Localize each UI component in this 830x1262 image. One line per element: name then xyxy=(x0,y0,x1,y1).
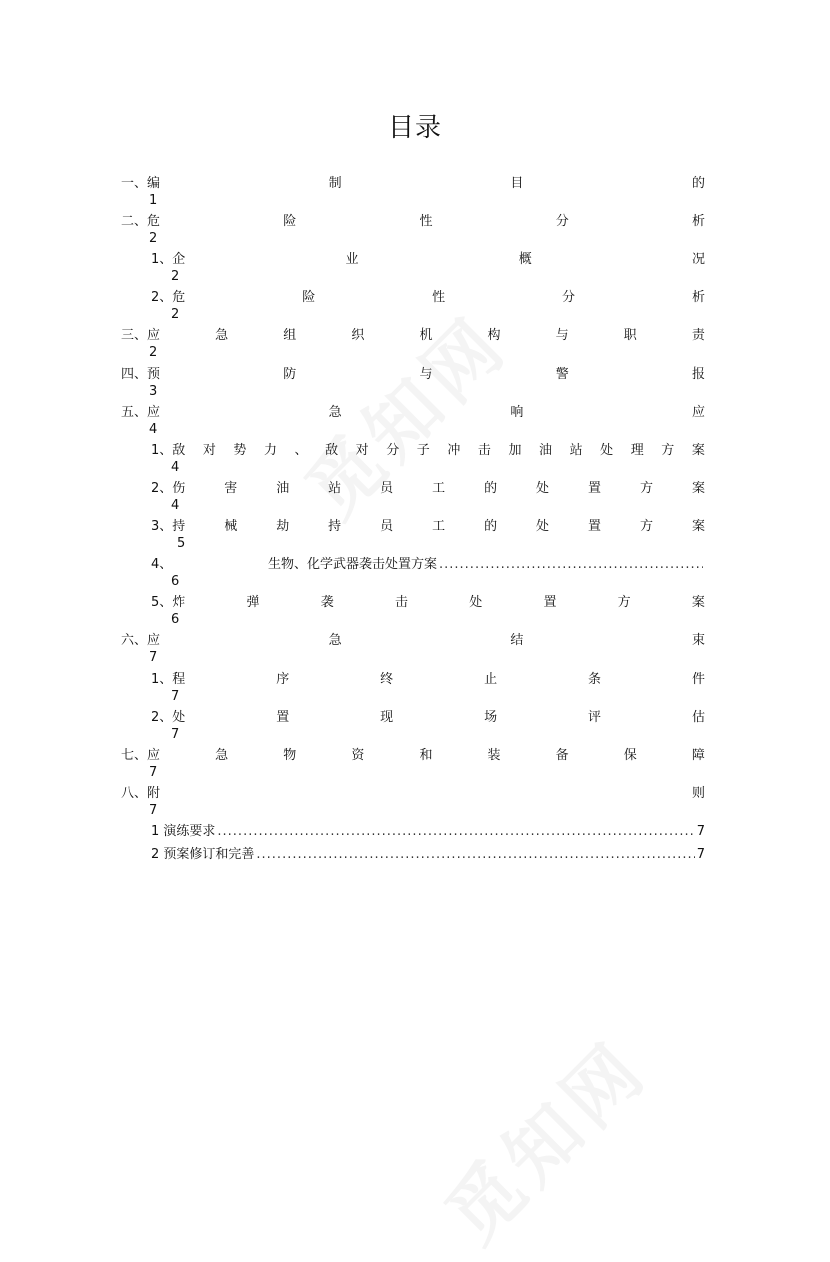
toc-entry-6-1[interactable] xyxy=(151,670,705,705)
toc-char: 机 xyxy=(419,328,433,343)
toc-char: 对 xyxy=(202,443,216,458)
toc-entry-2-2[interactable] xyxy=(151,288,705,323)
toc-char: 性 xyxy=(432,290,446,305)
toc-char: 职 xyxy=(623,328,637,343)
toc-char: 方 xyxy=(661,443,675,458)
toc-char: 与 xyxy=(555,328,569,343)
toc-char: 子 xyxy=(416,443,430,458)
toc-char: 急 xyxy=(328,633,342,648)
toc-char: 终 xyxy=(380,672,394,687)
toc-char: 响 xyxy=(510,405,524,420)
toc-char: 与 xyxy=(419,367,433,382)
toc-page-number: 4 xyxy=(149,422,158,437)
toc-char: 序 xyxy=(276,672,290,687)
toc-char: 对 xyxy=(355,443,369,458)
toc-entry-6-2[interactable] xyxy=(151,708,705,743)
toc-page-number: 3 xyxy=(149,384,158,399)
toc-char: 处 xyxy=(536,519,550,534)
toc-page-number: 7 xyxy=(149,803,158,818)
toc-char: 评 xyxy=(588,710,602,725)
toc-entry-4[interactable] xyxy=(121,365,705,400)
dot-leader xyxy=(217,822,694,841)
toc-char: 油 xyxy=(539,443,553,458)
toc-char: 2、处 xyxy=(151,710,186,725)
toc-entry-text: 2 预案修订和完善 xyxy=(151,847,255,862)
toc-entry-6[interactable] xyxy=(121,631,705,666)
toc-char: 工 xyxy=(432,481,446,496)
toc-char: 四、预 xyxy=(121,367,161,382)
toc-char: 急 xyxy=(215,748,229,763)
toc-char: 1、企 xyxy=(151,252,186,267)
toc-char: 站 xyxy=(328,481,342,496)
toc-char: 站 xyxy=(569,443,583,458)
toc-char: 结 xyxy=(510,633,524,648)
toc-char: 责 xyxy=(691,328,705,343)
toc-char: 击 xyxy=(394,595,408,610)
toc-entry-5[interactable] xyxy=(121,403,705,438)
toc-char: 警 xyxy=(555,367,569,382)
toc-char: 势 xyxy=(233,443,247,458)
toc-char: 案 xyxy=(691,595,705,610)
dot-leader xyxy=(256,845,694,864)
toc-char: 险 xyxy=(302,290,316,305)
toc-char: 资 xyxy=(351,748,365,763)
toc-char: 制 xyxy=(328,176,342,191)
toc-char: 工 xyxy=(432,519,446,534)
toc-entry-5-1[interactable] xyxy=(151,441,705,476)
toc-char: 八、附 xyxy=(121,786,161,801)
toc-char: 构 xyxy=(487,328,501,343)
toc-char: 置 xyxy=(543,595,557,610)
toc-char: 1、敌 xyxy=(151,443,186,458)
toc-char: 六、应 xyxy=(121,633,161,648)
toc-char: 条 xyxy=(588,672,602,687)
dot-leader xyxy=(439,555,703,574)
toc-char: 报 xyxy=(691,367,705,382)
toc-char: 害 xyxy=(224,481,238,496)
toc-char: 分 xyxy=(386,443,400,458)
toc-page-number: 7 xyxy=(149,650,158,665)
toc-page-number: 7 xyxy=(696,824,705,839)
toc-page-number: 1 xyxy=(149,193,158,208)
toc-char: 防 xyxy=(283,367,297,382)
toc-char: 险 xyxy=(283,214,297,229)
toc-char: 理 xyxy=(630,443,644,458)
toc-char: 处 xyxy=(536,481,550,496)
toc-char: 置 xyxy=(588,519,602,534)
toc-char: 目 xyxy=(510,176,524,191)
toc-char: 概 xyxy=(518,252,532,267)
toc-char: 物 xyxy=(283,748,297,763)
toc-page-number: 4 xyxy=(171,498,180,513)
toc-char: 力 xyxy=(263,443,277,458)
toc-char: 急 xyxy=(215,328,229,343)
toc-entry-8-1[interactable] xyxy=(151,822,705,841)
toc-page-number: 7 xyxy=(696,847,705,862)
toc-char: 析 xyxy=(691,214,705,229)
toc-char: 况 xyxy=(691,252,705,267)
toc-char: 3、持 xyxy=(151,519,186,534)
toc-char: 置 xyxy=(276,710,290,725)
toc-char: 析 xyxy=(691,290,705,305)
toc-char: 装 xyxy=(487,748,501,763)
toc-char: 劫 xyxy=(276,519,290,534)
toc-page-number: 7 xyxy=(171,727,180,742)
toc-char: 织 xyxy=(351,328,365,343)
toc-char: 的 xyxy=(484,481,498,496)
toc-char: 备 xyxy=(555,748,569,763)
toc-entry-text: 生物、化学武器袭击处置方案 xyxy=(268,557,438,572)
toc-char: 5、炸 xyxy=(151,595,186,610)
toc-entry-5-3[interactable] xyxy=(151,517,705,552)
toc-char: 员 xyxy=(380,481,394,496)
toc-char: 件 xyxy=(691,672,705,687)
toc-char: 和 xyxy=(419,748,433,763)
toc-page-number: 5 xyxy=(177,536,186,551)
toc-char: 的 xyxy=(484,519,498,534)
toc-char: 七、应 xyxy=(121,748,161,763)
toc-char: 处 xyxy=(469,595,483,610)
toc-char: 弹 xyxy=(246,595,260,610)
toc-char: 袭 xyxy=(320,595,334,610)
toc-entry-number: 4、 xyxy=(151,557,173,572)
toc-char: 分 xyxy=(562,290,576,305)
toc-char: 三、应 xyxy=(121,328,161,343)
toc-char: 加 xyxy=(508,443,522,458)
toc-page-number: 2 xyxy=(149,231,158,246)
toc-page-number: 6 xyxy=(171,574,180,589)
page-title: 目录 xyxy=(387,113,442,143)
toc-char: 械 xyxy=(224,519,238,534)
toc-entry-2[interactable] xyxy=(121,212,705,247)
toc-char: 1、程 xyxy=(151,672,186,687)
toc-char: 业 xyxy=(345,252,359,267)
toc-page-number: 2 xyxy=(171,307,180,322)
toc-char: 应 xyxy=(691,405,705,420)
toc-char: 、 xyxy=(294,443,308,458)
toc-char: 二、危 xyxy=(121,214,161,229)
toc-char: 的 xyxy=(691,176,705,191)
toc-char: 处 xyxy=(600,443,614,458)
toc-page-number: 7 xyxy=(149,765,158,780)
toc-char: 估 xyxy=(691,710,705,725)
toc-char: 2、危 xyxy=(151,290,186,305)
toc-char: 障 xyxy=(691,748,705,763)
toc-entry-2-1[interactable] xyxy=(151,250,705,285)
toc-char: 案 xyxy=(691,519,705,534)
toc-char: 敌 xyxy=(325,443,339,458)
toc-char: 冲 xyxy=(447,443,461,458)
toc-char: 场 xyxy=(484,710,498,725)
toc-entry-8-2[interactable] xyxy=(151,845,705,864)
toc-char: 束 xyxy=(691,633,705,648)
toc-entry-text: 1 演练要求 xyxy=(151,824,216,839)
toc-entry-5-5[interactable] xyxy=(151,593,705,628)
toc-char: 则 xyxy=(691,786,705,801)
toc-entry-5-2[interactable] xyxy=(151,479,705,514)
toc-entry-5-4[interactable] xyxy=(151,555,705,590)
toc-char: 案 xyxy=(691,481,705,496)
toc-char: 2、伤 xyxy=(151,481,186,496)
toc-char: 置 xyxy=(588,481,602,496)
toc-char: 方 xyxy=(639,481,653,496)
toc-page-number: 4 xyxy=(171,460,180,475)
toc-char: 案 xyxy=(691,443,705,458)
toc-char: 保 xyxy=(623,748,637,763)
toc-char: 组 xyxy=(283,328,297,343)
toc-char: 性 xyxy=(419,214,433,229)
toc-char: 员 xyxy=(380,519,394,534)
toc-entry-8[interactable] xyxy=(121,784,705,819)
toc-char: 止 xyxy=(484,672,498,687)
toc-entry-7[interactable] xyxy=(121,746,705,781)
toc-entry-3[interactable] xyxy=(121,326,705,361)
toc-page-number: 6 xyxy=(171,612,180,627)
toc-page-number: 7 xyxy=(171,689,180,704)
toc-char: 急 xyxy=(328,405,342,420)
toc-page-number: 2 xyxy=(149,345,158,360)
toc-char: 方 xyxy=(617,595,631,610)
toc-char: 分 xyxy=(555,214,569,229)
toc-char: 持 xyxy=(328,519,342,534)
toc-page-number: 2 xyxy=(171,269,180,284)
toc-char: 五、应 xyxy=(121,405,161,420)
toc-char: 方 xyxy=(639,519,653,534)
toc-entry-1[interactable] xyxy=(121,174,705,209)
toc-char: 击 xyxy=(477,443,491,458)
toc-char: 一、编 xyxy=(121,176,161,191)
toc-char: 油 xyxy=(276,481,290,496)
toc-char: 现 xyxy=(380,710,394,725)
